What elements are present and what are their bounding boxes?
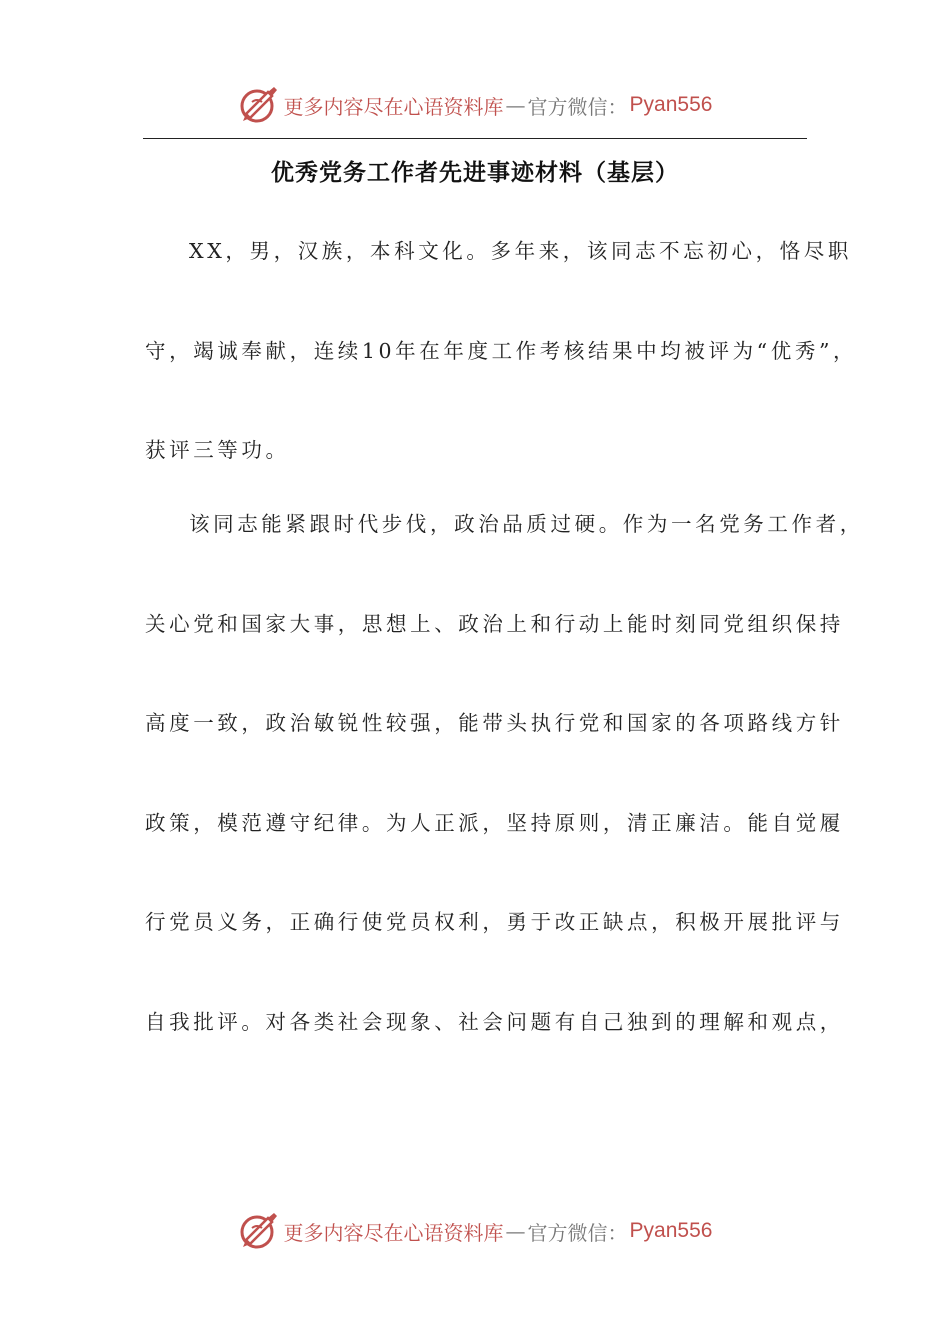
body-line-8: 行党员义务，正确行使党员权利，勇于改正缺点，积极开展批评与: [145, 910, 844, 934]
body-line-4: 该同志能紧跟时代步伐，政治品质过硬。作为一名党务工作者，: [189, 512, 864, 536]
banner-wechat-label: 官方微信：: [527, 94, 628, 119]
banner-text: 更多内容尽在心语资料库: [283, 94, 504, 119]
pen-logo-icon: [238, 84, 280, 126]
document-title: 优秀党务工作者先进事迹材料（基层）: [271, 159, 679, 186]
document-body: [145, 226, 864, 1096]
body-line-2: 守，竭诚奉献，连续10年在年度工作考核结果中均被评为“优秀”，: [145, 338, 858, 363]
banner-wechat-label: 官方微信：: [527, 1220, 628, 1245]
footer-banner: [0, 1206, 950, 1256]
banner-text: 更多内容尽在心语资料库: [283, 1220, 504, 1245]
header-divider: [143, 138, 807, 139]
header-banner: [0, 80, 950, 130]
banner-separator: —: [505, 1219, 526, 1243]
banner-wechat-id: Pyan556: [629, 1219, 713, 1242]
body-line-1: XX，男，汉族，本科文化。多年来，该同志不忘初心，恪尽职: [189, 239, 852, 263]
body-line-6: 高度一致，政治敏锐性较强，能带头执行党和国家的各项路线方针: [145, 711, 844, 735]
body-line-3: 获评三等功。: [145, 438, 290, 462]
pen-logo-icon: [238, 1210, 280, 1252]
banner-wechat-id: Pyan556: [629, 93, 713, 116]
body-line-7: 政策，模范遵守纪律。为人正派，坚持原则，清正廉洁。能自觉履: [145, 810, 844, 835]
banner-separator: —: [505, 93, 526, 117]
body-line-9: 自我批评。对各类社会现象、社会问题有自己独到的理解和观点，: [145, 1009, 844, 1034]
body-line-5: 关心党和国家大事，思想上、政治上和行动上能时刻同党组织保持: [145, 611, 844, 636]
